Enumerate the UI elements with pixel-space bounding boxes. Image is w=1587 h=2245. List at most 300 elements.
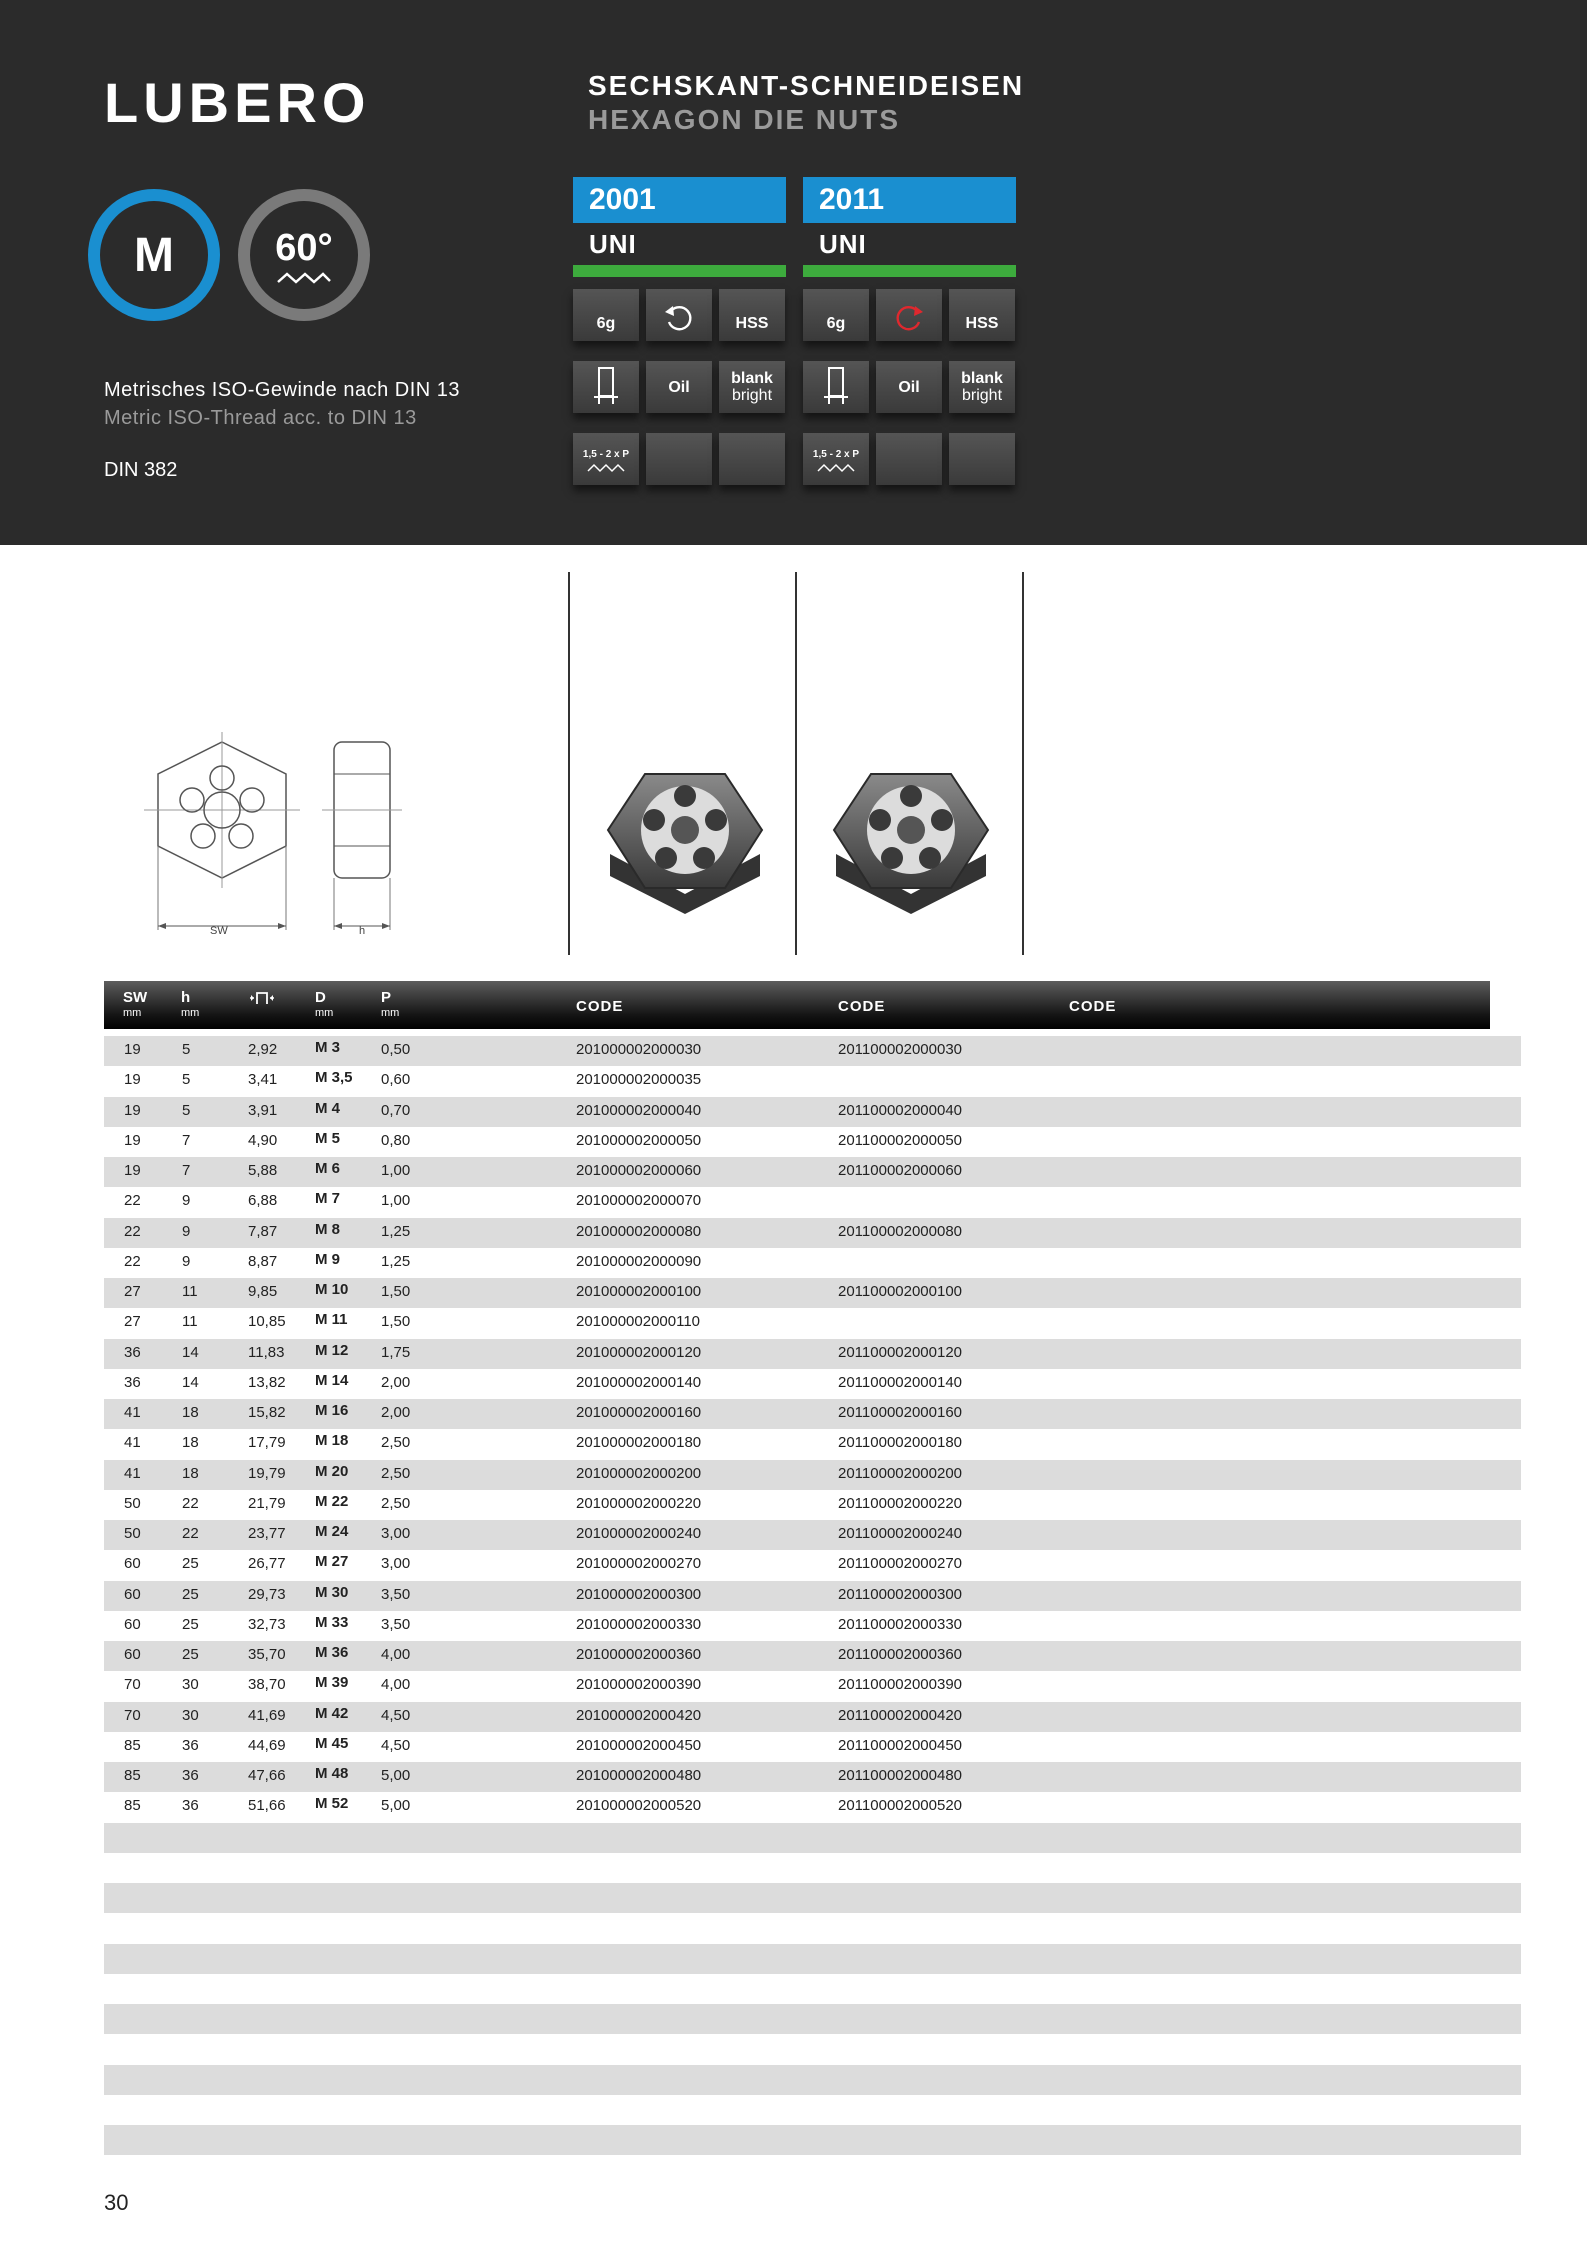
title-german: SECHSKANT-SCHNEIDEISEN [588, 70, 1025, 101]
cell-code-2001: 201000002000080 [576, 1222, 702, 1240]
column-divider [568, 572, 570, 955]
cell-h: 9 [182, 1222, 191, 1240]
cell-code-2011: 201100002000100 [838, 1283, 963, 1300]
cell-pitch: 4,50 [381, 1706, 411, 1724]
cell-core-diameter: 13,82 [248, 1373, 286, 1391]
cell-thread-size: M 4 [315, 1099, 341, 1117]
header-h-unit: mm [181, 1007, 200, 1019]
core-diameter-icon [249, 991, 275, 1009]
cell-pitch: 1,00 [381, 1192, 411, 1210]
cell-pitch: 1,50 [381, 1313, 411, 1331]
cell-h: 36 [182, 1736, 199, 1754]
cell-core-diameter: 44,69 [248, 1736, 286, 1754]
thread-type-label: M [134, 228, 174, 282]
cell-code-2001: 201000002000035 [576, 1071, 702, 1089]
cell-sw: 19 [124, 1071, 141, 1089]
cell-sw: 60 [124, 1615, 141, 1633]
cell-code-2001: 201000002000360 [576, 1646, 702, 1663]
cell-code-2011: 201100002000200 [838, 1464, 963, 1482]
rotation-arrow-icon [892, 302, 926, 336]
thread-profile-icon [276, 272, 332, 284]
cell-h: 7 [182, 1162, 191, 1179]
empty-icon-slot [719, 433, 785, 485]
cell-h: 18 [182, 1434, 199, 1452]
cell-pitch: 4,00 [381, 1676, 411, 1694]
cell-code-2001: 201000002000090 [576, 1252, 702, 1270]
cell-sw: 70 [124, 1706, 141, 1724]
cell-code-2011: 201100002000060 [838, 1162, 963, 1179]
cell-sw: 22 [124, 1252, 141, 1270]
cell-h: 30 [182, 1676, 199, 1694]
cell-pitch: 1,00 [381, 1162, 411, 1179]
cell-code-2011: 201100002000160 [838, 1404, 963, 1421]
cell-thread-size: M 45 [315, 1734, 349, 1752]
product-number: 2011 [803, 177, 1016, 223]
cell-thread-size: M 33 [315, 1613, 349, 1631]
cell-thread-size: M 52 [315, 1795, 349, 1813]
cell-pitch: 4,00 [381, 1646, 411, 1663]
empty-table-row [104, 1883, 1521, 1913]
cell-h: 36 [182, 1767, 199, 1784]
empty-table-row [104, 2065, 1521, 2095]
cell-code-2011: 201100002000390 [838, 1676, 963, 1694]
cell-code-2011: 201100002000140 [838, 1373, 963, 1391]
table-row [104, 1732, 1521, 1762]
cell-thread-size: M 9 [315, 1250, 341, 1268]
header-h-label: h [181, 989, 191, 1006]
header-h [181, 989, 199, 1019]
machine-icon [573, 361, 639, 413]
table-row [104, 1218, 1521, 1248]
column-divider [1022, 572, 1024, 955]
cell-pitch: 3,50 [381, 1615, 411, 1633]
material-label: HSS [735, 314, 769, 332]
table-row [104, 1762, 1521, 1792]
cell-code-2001: 201000002000390 [576, 1676, 702, 1694]
empty-table-row [104, 1944, 1521, 1974]
cell-sw: 85 [124, 1797, 141, 1815]
header-code-empty: CODE [1069, 998, 1117, 1015]
h-dimension-label: h [359, 925, 366, 937]
cell-pitch: 0,50 [381, 1041, 411, 1058]
cell-core-diameter: 9,85 [248, 1283, 278, 1300]
cell-thread-size: M 30 [315, 1583, 349, 1601]
empty-icon-slot [949, 433, 1015, 485]
table-row [104, 1550, 1521, 1580]
table-row [104, 1611, 1521, 1641]
empty-table-row [104, 2155, 1521, 2185]
empty-table-row [104, 2125, 1521, 2155]
cell-sw: 60 [124, 1555, 141, 1573]
cell-pitch: 1,50 [381, 1283, 411, 1300]
core-diameter-symbol-icon [249, 991, 275, 1005]
cell-h: 5 [182, 1101, 191, 1119]
table-row [104, 1157, 1521, 1187]
header-sw [123, 989, 147, 1019]
cell-thread-size: M 39 [315, 1674, 349, 1692]
cell-pitch: 3,00 [381, 1525, 411, 1542]
machine-icon [803, 361, 869, 413]
thread-type-badge [88, 189, 220, 321]
brand-logo [104, 70, 370, 135]
cell-thread-size: M 12 [315, 1341, 349, 1359]
empty-table-row [104, 1913, 1521, 1943]
cell-h: 7 [182, 1131, 191, 1149]
cell-sw: 19 [124, 1131, 141, 1149]
table-row [104, 1278, 1521, 1308]
table-row [104, 1671, 1521, 1701]
cell-sw: 19 [124, 1101, 141, 1119]
cell-core-diameter: 26,77 [248, 1555, 286, 1573]
cell-h: 9 [182, 1252, 191, 1270]
finish-icon [949, 361, 1015, 413]
cell-pitch: 1,25 [381, 1252, 411, 1270]
cell-code-2011: 201100002000270 [838, 1555, 963, 1573]
cell-core-diameter: 3,91 [248, 1101, 278, 1119]
header-d-label: D [315, 989, 326, 1006]
cell-pitch: 2,00 [381, 1404, 411, 1421]
finish-label-english: bright [961, 387, 1003, 404]
cell-h: 25 [182, 1585, 199, 1603]
cell-pitch: 2,50 [381, 1494, 411, 1512]
cell-code-2011: 201100002000180 [838, 1434, 963, 1452]
table-row [104, 1702, 1521, 1732]
cell-core-diameter: 47,66 [248, 1767, 286, 1784]
cell-code-2011: 201100002000300 [838, 1585, 963, 1603]
chamfer-label: 1,5 - 2 x P [582, 448, 630, 460]
header-panel [0, 0, 1587, 545]
cell-code-2011: 201100002000450 [838, 1736, 963, 1754]
cell-sw: 50 [124, 1494, 141, 1512]
empty-table-row [104, 2034, 1521, 2064]
cell-code-2001: 201000002000030 [576, 1041, 702, 1058]
feature-icons-row-3 [803, 433, 1016, 485]
cell-thread-size: M 18 [315, 1432, 349, 1450]
cell-pitch: 2,50 [381, 1434, 411, 1452]
cell-code-2001: 201000002000300 [576, 1585, 702, 1603]
product-type: UNI [819, 229, 867, 259]
empty-table-row [104, 2095, 1521, 2125]
tolerance-label: 6g [826, 314, 846, 332]
cell-code-2011: 201100002000420 [838, 1706, 963, 1724]
standard-label: DIN 382 [104, 459, 178, 481]
header-d-unit: mm [315, 1007, 334, 1019]
die-nut-photo-2001 [600, 766, 770, 916]
header-sw-label: SW [123, 989, 148, 1006]
cell-h: 25 [182, 1615, 199, 1633]
machine-symbol-icon [591, 366, 621, 408]
cell-sw: 50 [124, 1525, 141, 1542]
cell-code-2001: 201000002000110 [576, 1313, 701, 1331]
cell-sw: 22 [124, 1222, 141, 1240]
cell-core-diameter: 41,69 [248, 1706, 286, 1724]
cell-code-2001: 201000002000420 [576, 1706, 702, 1724]
cell-thread-size: M 10 [315, 1281, 349, 1298]
cell-code-2001: 201000002000180 [576, 1434, 702, 1452]
cell-pitch: 5,00 [381, 1797, 411, 1815]
table-row [104, 1641, 1521, 1671]
cell-sw: 19 [124, 1162, 141, 1179]
cell-pitch: 1,75 [381, 1343, 411, 1361]
left-hand-rotation-icon [876, 289, 942, 341]
description-english: Metric ISO-Thread acc. to DIN 13 [104, 407, 417, 429]
cell-code-2001: 201000002000220 [576, 1494, 702, 1512]
rotation-arrow-icon [662, 302, 696, 336]
cell-code-2001: 201000002000070 [576, 1192, 702, 1210]
cell-thread-size: M 42 [315, 1704, 349, 1722]
cell-code-2011: 201100002000080 [838, 1222, 963, 1240]
product-type-bar [803, 265, 1016, 277]
cell-code-2001: 201000002000120 [576, 1343, 702, 1361]
cell-sw: 85 [124, 1767, 141, 1784]
empty-table-row [104, 1823, 1521, 1853]
empty-table-row [104, 1974, 1521, 2004]
cell-thread-size: M 14 [315, 1371, 349, 1389]
cell-code-2011: 201100002000480 [838, 1767, 963, 1784]
cell-code-2011: 201100002000030 [838, 1041, 963, 1058]
cell-code-2001: 201000002000240 [576, 1525, 702, 1542]
table-row [104, 1460, 1521, 1490]
cell-pitch: 0,80 [381, 1131, 411, 1149]
cell-sw: 60 [124, 1646, 141, 1663]
table-row [104, 1429, 1521, 1459]
cell-code-2001: 201000002000270 [576, 1555, 702, 1573]
thread-angle-badge [238, 189, 370, 321]
coolant-label: Oil [668, 378, 690, 396]
feature-icons-row-2 [573, 361, 786, 413]
cell-thread-size: M 3 [315, 1039, 341, 1056]
table-row [104, 1520, 1521, 1550]
chamfer-profile-icon [586, 463, 626, 473]
cell-code-2001: 201000002000140 [576, 1373, 702, 1391]
cell-sw: 85 [124, 1736, 141, 1754]
cell-core-diameter: 11,83 [248, 1343, 285, 1361]
header-p-unit: mm [381, 1007, 400, 1019]
empty-table-row [104, 2004, 1521, 2034]
cell-sw: 36 [124, 1343, 141, 1361]
cell-core-diameter: 32,73 [248, 1615, 286, 1633]
column-divider [795, 572, 797, 955]
coolant-label: Oil [898, 378, 920, 396]
feature-icons-row-3 [573, 433, 786, 485]
cell-core-diameter: 5,88 [248, 1162, 278, 1179]
cell-h: 14 [182, 1343, 199, 1361]
header-p-label: P [381, 989, 392, 1006]
cell-core-diameter: 29,73 [248, 1585, 286, 1603]
cell-core-diameter: 6,88 [248, 1192, 278, 1210]
cell-thread-size: M 16 [315, 1402, 349, 1419]
chamfer-label: 1,5 - 2 x P [812, 448, 860, 460]
product-column-2001 [573, 177, 786, 485]
die-nut-photo-2011 [826, 766, 996, 916]
feature-icons-row-2 [803, 361, 1016, 413]
sw-dimension-label: SW [210, 925, 228, 937]
page-number: 30 [104, 2190, 129, 2215]
cell-h: 25 [182, 1555, 199, 1573]
cell-pitch: 5,00 [381, 1767, 411, 1784]
chamfer-icon [803, 433, 869, 485]
cell-code-2001: 201000002000450 [576, 1736, 702, 1754]
cell-sw: 41 [124, 1464, 141, 1482]
material-icon [719, 289, 785, 341]
table-row [104, 1581, 1521, 1611]
header-code-2011: CODE [838, 998, 886, 1015]
cell-sw: 19 [124, 1041, 141, 1058]
header-code-2001: CODE [576, 998, 624, 1015]
feature-icons [803, 289, 1016, 341]
finish-label-german: blank [961, 370, 1003, 387]
cell-h: 22 [182, 1494, 199, 1512]
cell-code-2011: 201100002000330 [838, 1615, 963, 1633]
cell-core-diameter: 15,82 [248, 1404, 286, 1421]
cell-h: 18 [182, 1464, 199, 1482]
cell-thread-size: M 24 [315, 1523, 349, 1540]
title-english: HEXAGON DIE NUTS [588, 104, 901, 135]
logo-text: LUBERO [104, 71, 371, 134]
cell-h: 22 [182, 1525, 199, 1542]
right-hand-rotation-icon [646, 289, 712, 341]
cell-pitch: 0,60 [381, 1071, 411, 1089]
coolant-icon [646, 361, 712, 413]
cell-thread-size: M 20 [315, 1462, 349, 1480]
cell-core-diameter: 38,70 [248, 1676, 286, 1694]
header-p [381, 989, 399, 1019]
cell-core-diameter: 35,70 [248, 1646, 286, 1663]
finish-icon [719, 361, 785, 413]
cell-sw: 60 [124, 1585, 141, 1603]
cell-code-2001: 201000002000520 [576, 1797, 702, 1815]
cell-code-2011: 201100002000050 [838, 1131, 963, 1149]
tolerance-icon [573, 289, 639, 341]
material-label: HSS [965, 314, 999, 332]
cell-pitch: 3,00 [381, 1555, 411, 1573]
cell-h: 14 [182, 1373, 199, 1391]
cell-core-diameter: 8,87 [248, 1252, 278, 1270]
cell-h: 18 [182, 1404, 199, 1421]
cell-core-diameter: 3,41 [248, 1071, 278, 1089]
finish-label-english: bright [731, 387, 773, 404]
header-d [315, 989, 333, 1019]
cell-h: 11 [182, 1313, 198, 1331]
cell-code-2011: 201100002000240 [838, 1525, 963, 1542]
empty-icon-slot [876, 433, 942, 485]
cell-thread-size: M 6 [315, 1160, 341, 1177]
cell-thread-size: M 3,5 [315, 1069, 353, 1087]
table-row [104, 1399, 1521, 1429]
cell-pitch: 2,00 [381, 1373, 411, 1391]
cell-h: 5 [182, 1071, 191, 1089]
technical-drawing [136, 728, 446, 944]
table-row [104, 1248, 1521, 1278]
table-row [104, 1490, 1521, 1520]
material-icon [949, 289, 1015, 341]
cell-core-diameter: 10,85 [248, 1313, 286, 1331]
product-type-bar [573, 265, 786, 277]
table-header [104, 981, 1490, 1029]
table-row [104, 1036, 1521, 1066]
machine-symbol-icon [821, 366, 851, 408]
cell-thread-size: M 5 [315, 1129, 341, 1147]
cell-core-diameter: 17,79 [248, 1434, 286, 1452]
cell-pitch: 4,50 [381, 1736, 411, 1754]
table-row [104, 1369, 1521, 1399]
cell-thread-size: M 36 [315, 1644, 349, 1661]
cell-code-2001: 201000002000060 [576, 1162, 702, 1179]
cell-sw: 36 [124, 1373, 141, 1391]
cell-core-diameter: 7,87 [248, 1222, 278, 1240]
cell-thread-size: M 27 [315, 1553, 349, 1571]
table-row [104, 1066, 1521, 1096]
cell-code-2001: 201000002000480 [576, 1767, 702, 1784]
header-sw-unit: mm [123, 1007, 142, 1019]
cell-code-2011: 201100002000040 [838, 1101, 963, 1119]
table-row [104, 1097, 1521, 1127]
cell-h: 9 [182, 1192, 191, 1210]
cell-pitch: 1,25 [381, 1222, 411, 1240]
cell-code-2001: 201000002000050 [576, 1131, 702, 1149]
chamfer-profile-icon [816, 463, 856, 473]
cell-thread-size: M 48 [315, 1765, 349, 1782]
cell-core-diameter: 51,66 [248, 1797, 286, 1815]
cell-thread-size: M 22 [315, 1492, 349, 1510]
cell-core-diameter: 2,92 [248, 1041, 278, 1058]
cell-sw: 27 [124, 1313, 141, 1331]
cell-code-2011: 201100002000520 [838, 1797, 963, 1815]
cell-code-2011: 201100002000360 [838, 1646, 963, 1663]
product-column-2011 [803, 177, 1016, 485]
cell-h: 11 [182, 1283, 198, 1300]
cell-code-2011: 201100002000220 [838, 1494, 963, 1512]
cell-core-diameter: 21,79 [248, 1494, 286, 1512]
cell-core-diameter: 19,79 [248, 1464, 286, 1482]
table-row [104, 1792, 1521, 1822]
cell-sw: 41 [124, 1404, 141, 1421]
cell-code-2001: 201000002000330 [576, 1615, 702, 1633]
table-row [104, 1339, 1521, 1369]
thread-angle-label: 60° [275, 226, 333, 269]
cell-h: 36 [182, 1797, 199, 1815]
table-body [104, 1036, 1521, 2186]
description-german: Metrisches ISO-Gewinde nach DIN 13 [104, 379, 461, 401]
cell-pitch: 2,50 [381, 1464, 411, 1482]
finish-label-german: blank [731, 370, 773, 387]
chamfer-icon [573, 433, 639, 485]
product-number: 2001 [573, 177, 786, 223]
cell-code-2001: 201000002000040 [576, 1101, 702, 1119]
cell-code-2011: 201100002000120 [838, 1343, 963, 1361]
cell-core-diameter: 23,77 [248, 1525, 286, 1542]
table-row [104, 1127, 1521, 1157]
cell-sw: 22 [124, 1192, 141, 1210]
cell-thread-size: M 11 [315, 1311, 348, 1329]
cell-code-2001: 201000002000200 [576, 1464, 702, 1482]
feature-icons [573, 289, 786, 341]
cell-core-diameter: 4,90 [248, 1131, 278, 1149]
cell-code-2001: 201000002000100 [576, 1283, 702, 1300]
empty-icon-slot [646, 433, 712, 485]
table-row [104, 1308, 1521, 1338]
cell-thread-size: M 8 [315, 1220, 341, 1238]
cell-sw: 70 [124, 1676, 141, 1694]
cell-h: 30 [182, 1706, 199, 1724]
cell-sw: 27 [124, 1283, 141, 1300]
product-type: UNI [589, 229, 637, 259]
cell-h: 5 [182, 1041, 191, 1058]
empty-table-row [104, 1853, 1521, 1883]
coolant-icon [876, 361, 942, 413]
tolerance-label: 6g [596, 314, 616, 332]
cell-pitch: 3,50 [381, 1585, 411, 1603]
